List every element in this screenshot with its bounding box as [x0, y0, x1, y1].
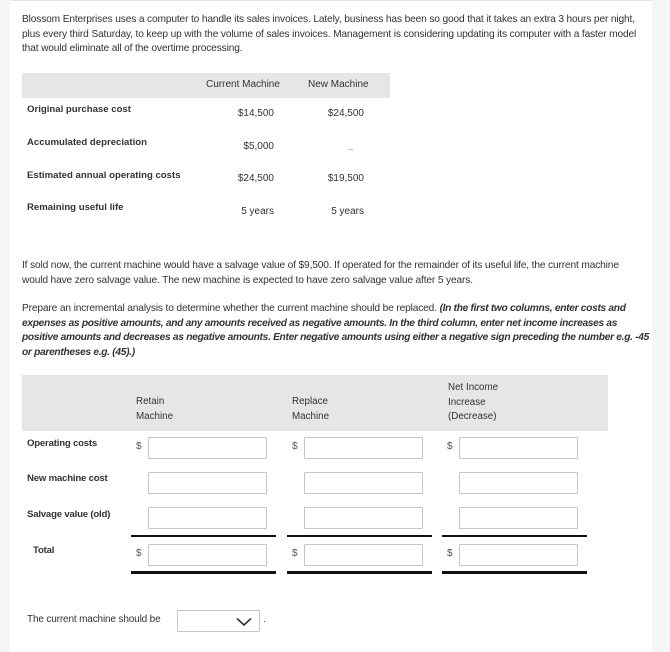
dollar-sign: $: [447, 548, 453, 559]
total-retain-input[interactable]: [148, 544, 267, 566]
info-current-accum-depreciation: $5,000: [243, 141, 274, 152]
total-net-income-input[interactable]: [459, 544, 578, 566]
salvage-paragraph: If sold now, the current machine would have a salvage value of $9,500. If operated for the remainder of its useful life, the current machine would have zero salvage value. The new machine is expected to have zero salvage value after 5 years.: [22, 260, 619, 286]
instructions-paragraph: [22, 302, 650, 360]
total-rule-replace: [287, 571, 432, 574]
salvage-value-net-income-input[interactable]: [459, 507, 578, 529]
header-new-machine: New Machine: [308, 79, 369, 90]
info-current-purchase-cost: $14,500: [237, 108, 274, 119]
new-machine-cost-replace-input[interactable]: [304, 472, 423, 494]
dollar-sign: $: [292, 548, 298, 559]
new-machine-cost-retain-input[interactable]: [148, 472, 267, 494]
info-current-operating-costs: $24,500: [237, 173, 274, 184]
info-label-operating-costs: Estimated annual operating costs: [27, 170, 181, 181]
total-rule-retain: [131, 571, 276, 574]
row-label-new-machine-cost: New machine cost: [27, 473, 108, 484]
info-new-useful-life: 5 years: [331, 206, 364, 217]
salvage-value-replace-input[interactable]: [304, 507, 423, 529]
header-retain-machine: Retain Machine: [136, 396, 174, 422]
total-rule-net-income: [442, 571, 587, 574]
instructions-emphasis: (In the first two columns, enter costs and expenses as positive amounts, and any amounts received as negative amounts. In the third column, enter net income increases as positive amounts and decreases as negative amounts. Enter negative amounts using either a negative sign preceding the number e.g. -45 or parentheses e.g. (45).): [22, 303, 649, 358]
new-machine-cost-net-income-input[interactable]: [459, 472, 578, 494]
chevron-down-icon: [236, 617, 252, 627]
operating-costs-retain-input[interactable]: [148, 437, 267, 459]
info-new-purchase-cost: $24,500: [327, 108, 364, 119]
info-label-useful-life: Remaining useful life: [27, 202, 124, 213]
header-net-income: Net Income Increase (Decrease): [448, 382, 499, 422]
info-label-purchase-cost: Original purchase cost: [27, 104, 131, 115]
row-label-salvage-value: Salvage value (old): [27, 509, 111, 520]
info-table-header: [22, 73, 390, 98]
instructions-plain: Prepare an incremental analysis to determine whether the current machine should be replaced.: [22, 303, 440, 314]
subtotal-rule-net-income: [442, 535, 587, 537]
dollar-sign: $: [136, 548, 142, 559]
row-label-total: Total: [33, 545, 55, 556]
dollar-sign: $: [447, 441, 453, 452]
header-replace-machine: Replace Machine: [292, 396, 330, 422]
question-panel: [10, 0, 652, 652]
analysis-table-header: [22, 375, 608, 431]
operating-costs-net-income-input[interactable]: [459, 437, 578, 459]
dollar-sign: $: [292, 441, 298, 452]
info-new-accum-depreciation: –: [348, 145, 353, 154]
row-label-operating-costs: Operating costs: [27, 438, 98, 449]
conclusion-label: The current machine should be: [27, 614, 161, 625]
info-current-useful-life: 5 years: [241, 206, 274, 217]
subtotal-rule-replace: [287, 535, 432, 537]
conclusion-dropdown[interactable]: [177, 610, 260, 632]
conclusion-period: .: [263, 614, 266, 625]
intro-paragraph: Blossom Enterprises uses a computer to handle its sales invoices. Lately, business has been so good that it takes an extra 3 hours per night, plus every third Saturday, to keep up with the volume of sales invoices. Management is considering updating its computer with a faster model that would eliminate all of the overtime processing.: [22, 14, 637, 54]
operating-costs-replace-input[interactable]: [304, 437, 423, 459]
dollar-sign: $: [136, 441, 142, 452]
info-new-operating-costs: $19,500: [327, 173, 364, 184]
total-replace-input[interactable]: [304, 544, 423, 566]
info-label-accum-depreciation: Accumulated depreciation: [27, 137, 147, 148]
salvage-value-retain-input[interactable]: [148, 507, 267, 529]
header-current-machine: Current Machine: [206, 79, 280, 90]
subtotal-rule-retain: [131, 535, 276, 537]
